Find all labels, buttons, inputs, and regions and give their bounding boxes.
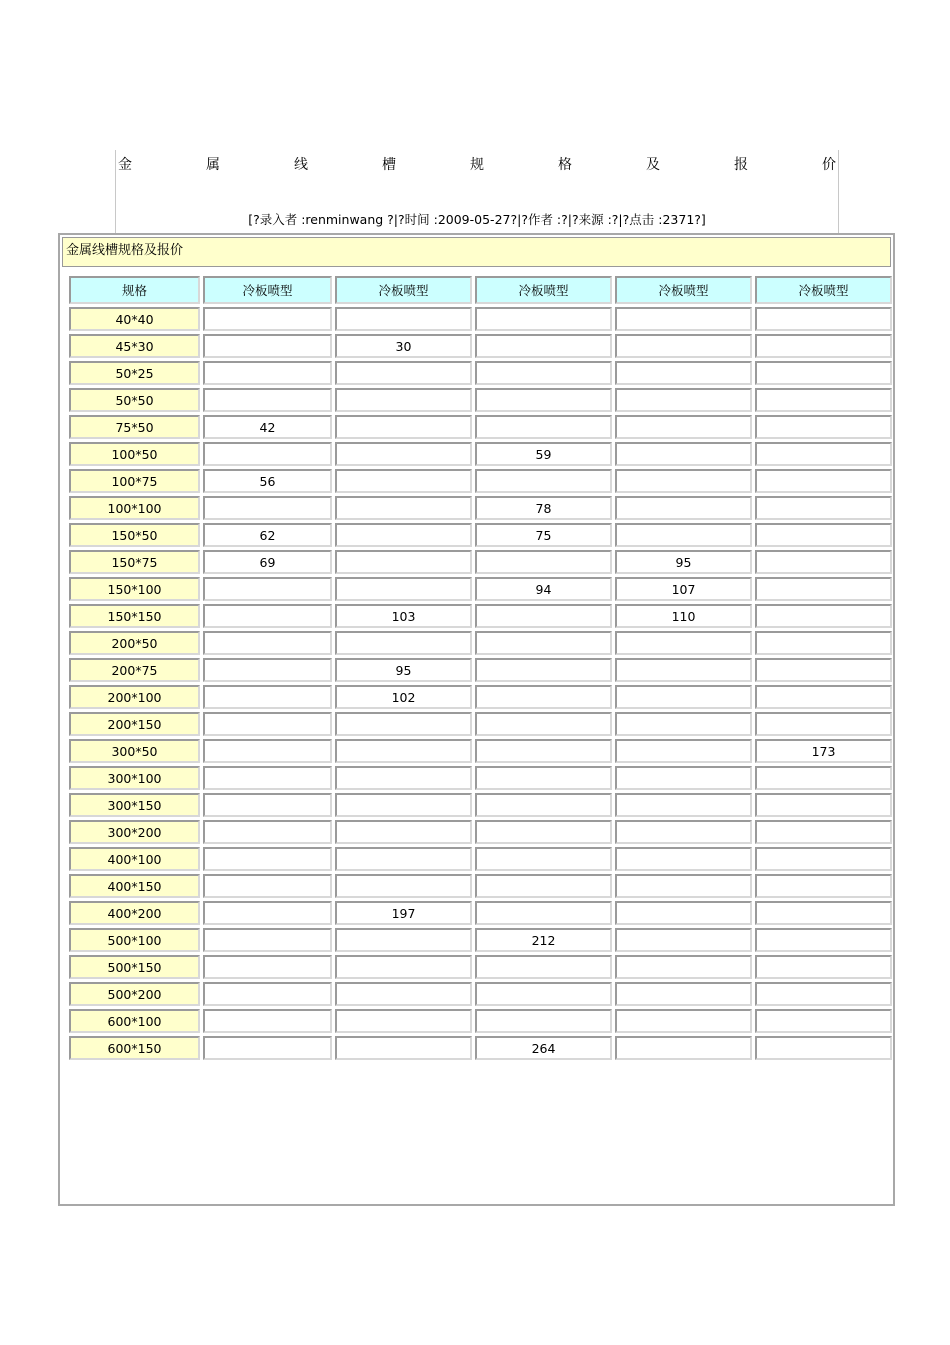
price-cell: 110	[615, 604, 752, 628]
price-cell	[615, 415, 752, 439]
price-cell	[755, 685, 892, 709]
price-cell	[203, 874, 332, 898]
price-cell: 264	[475, 1036, 612, 1060]
price-cell	[755, 982, 892, 1006]
price-cell	[475, 820, 612, 844]
spec-cell: 150*50	[69, 523, 200, 547]
spec-cell: 200*75	[69, 658, 200, 682]
title-char: 属	[206, 157, 220, 173]
price-cell	[203, 604, 332, 628]
price-cell	[755, 1009, 892, 1033]
price-cell	[475, 415, 612, 439]
spec-cell: 200*100	[69, 685, 200, 709]
price-cell	[615, 901, 752, 925]
table-row	[69, 928, 892, 952]
price-cell	[335, 469, 472, 493]
price-cell	[755, 793, 892, 817]
spec-cell: 400*200	[69, 901, 200, 925]
table-row	[69, 550, 892, 574]
price-cell: 95	[615, 550, 752, 574]
price-cell	[755, 307, 892, 331]
price-cell	[615, 1009, 752, 1033]
price-cell: 42	[203, 415, 332, 439]
title-char: 金	[118, 157, 132, 173]
price-cell: 212	[475, 928, 612, 952]
price-cell	[755, 550, 892, 574]
spec-cell: 150*100	[69, 577, 200, 601]
price-cell	[755, 847, 892, 871]
price-cell	[755, 496, 892, 520]
table-row	[69, 658, 892, 682]
price-cell	[615, 658, 752, 682]
price-cell	[615, 631, 752, 655]
price-cell	[615, 820, 752, 844]
title-char: 线	[294, 157, 308, 173]
price-cell	[335, 982, 472, 1006]
price-cell	[203, 1036, 332, 1060]
price-cell	[203, 901, 332, 925]
price-cell	[755, 1036, 892, 1060]
price-table-panel	[58, 233, 895, 1206]
spec-cell: 100*100	[69, 496, 200, 520]
price-cell	[335, 847, 472, 871]
price-cell: 56	[203, 469, 332, 493]
price-cell	[475, 604, 612, 628]
price-cell	[615, 928, 752, 952]
table-row	[69, 685, 892, 709]
price-cell	[755, 712, 892, 736]
price-cell	[475, 766, 612, 790]
price-cell	[203, 955, 332, 979]
price-cell	[203, 820, 332, 844]
price-cell	[335, 874, 472, 898]
article-title-area	[115, 150, 839, 236]
price-cell: 59	[475, 442, 612, 466]
price-cell	[475, 334, 612, 358]
price-cell	[755, 901, 892, 925]
price-cell	[335, 766, 472, 790]
price-cell: 75	[475, 523, 612, 547]
price-cell	[335, 496, 472, 520]
spec-cell: 500*200	[69, 982, 200, 1006]
table-row	[69, 793, 892, 817]
price-cell	[615, 307, 752, 331]
price-cell	[615, 793, 752, 817]
table-row	[69, 415, 892, 439]
price-cell: 103	[335, 604, 472, 628]
table-row	[69, 712, 892, 736]
panel-title: 金属线槽规格及报价	[62, 237, 891, 267]
price-cell: 102	[335, 685, 472, 709]
price-cell: 95	[335, 658, 472, 682]
price-cell	[203, 307, 332, 331]
spec-cell: 150*75	[69, 550, 200, 574]
price-cell	[475, 901, 612, 925]
price-cell: 30	[335, 334, 472, 358]
price-cell	[615, 361, 752, 385]
spec-cell: 500*100	[69, 928, 200, 952]
price-cell	[475, 847, 612, 871]
table-row	[69, 523, 892, 547]
title-char: 规	[470, 157, 484, 173]
price-cell	[615, 766, 752, 790]
price-cell	[335, 739, 472, 763]
price-cell	[615, 388, 752, 412]
spec-cell: 50*25	[69, 361, 200, 385]
spec-cell: 150*150	[69, 604, 200, 628]
table-row	[69, 469, 892, 493]
price-cell	[335, 712, 472, 736]
price-cell	[475, 739, 612, 763]
spec-cell: 200*150	[69, 712, 200, 736]
price-cell	[615, 334, 752, 358]
price-cell	[615, 523, 752, 547]
header-price-col: 冷板喷型	[615, 276, 752, 304]
table-row	[69, 388, 892, 412]
table-row	[69, 361, 892, 385]
price-cell	[615, 496, 752, 520]
price-cell	[475, 1009, 612, 1033]
table-row	[69, 631, 892, 655]
article-title	[118, 154, 836, 174]
price-cell	[203, 766, 332, 790]
price-cell	[335, 820, 472, 844]
table-row	[69, 1009, 892, 1033]
spec-cell: 40*40	[69, 307, 200, 331]
price-cell	[203, 658, 332, 682]
price-cell	[335, 550, 472, 574]
spec-cell: 400*100	[69, 847, 200, 871]
price-cell	[615, 955, 752, 979]
header-price-col: 冷板喷型	[475, 276, 612, 304]
price-cell	[755, 631, 892, 655]
price-cell	[615, 685, 752, 709]
price-cell	[475, 361, 612, 385]
table-row	[69, 307, 892, 331]
spec-cell: 100*50	[69, 442, 200, 466]
table-row	[69, 901, 892, 925]
table-row	[69, 847, 892, 871]
price-cell	[335, 307, 472, 331]
price-cell	[615, 442, 752, 466]
table-row	[69, 577, 892, 601]
table-row	[69, 874, 892, 898]
spec-cell: 600*100	[69, 1009, 200, 1033]
price-cell	[755, 361, 892, 385]
title-char: 格	[558, 157, 572, 173]
title-char: 报	[734, 157, 748, 173]
price-cell	[755, 658, 892, 682]
price-cell	[755, 442, 892, 466]
price-cell	[475, 550, 612, 574]
spec-cell: 300*150	[69, 793, 200, 817]
header-row	[69, 276, 892, 304]
price-cell	[615, 982, 752, 1006]
price-cell	[615, 469, 752, 493]
price-cell	[755, 955, 892, 979]
spec-cell: 500*150	[69, 955, 200, 979]
price-cell	[755, 604, 892, 628]
table-row	[69, 496, 892, 520]
price-cell	[335, 1009, 472, 1033]
price-cell	[615, 847, 752, 871]
price-cell	[203, 388, 332, 412]
price-cell	[335, 955, 472, 979]
price-cell	[755, 415, 892, 439]
price-cell	[335, 523, 472, 547]
price-cell: 94	[475, 577, 612, 601]
table-row	[69, 739, 892, 763]
table-row	[69, 820, 892, 844]
price-cell: 69	[203, 550, 332, 574]
header-price-col: 冷板喷型	[755, 276, 892, 304]
spec-cell: 600*150	[69, 1036, 200, 1060]
header-spec: 规格	[69, 276, 200, 304]
title-char: 价	[822, 157, 836, 173]
price-cell: 173	[755, 739, 892, 763]
price-cell	[615, 874, 752, 898]
price-cell	[755, 388, 892, 412]
price-cell	[615, 1036, 752, 1060]
price-cell	[475, 982, 612, 1006]
spec-cell: 45*30	[69, 334, 200, 358]
table-body	[69, 307, 892, 1060]
price-cell	[203, 712, 332, 736]
price-cell	[755, 820, 892, 844]
price-cell	[755, 523, 892, 547]
table-row	[69, 982, 892, 1006]
price-cell	[203, 982, 332, 1006]
price-cell	[335, 631, 472, 655]
price-cell	[203, 496, 332, 520]
price-cell	[755, 928, 892, 952]
spec-cell: 400*150	[69, 874, 200, 898]
price-cell	[335, 577, 472, 601]
price-cell	[203, 1009, 332, 1033]
price-cell	[335, 415, 472, 439]
price-cell	[475, 307, 612, 331]
table-row	[69, 1036, 892, 1060]
header-price-col: 冷板喷型	[335, 276, 472, 304]
price-cell	[475, 469, 612, 493]
spec-cell: 200*50	[69, 631, 200, 655]
price-cell	[203, 334, 332, 358]
price-cell: 197	[335, 901, 472, 925]
price-cell	[475, 874, 612, 898]
price-cell	[335, 361, 472, 385]
spec-cell: 300*100	[69, 766, 200, 790]
article-meta-line: [?录入者 :renminwang ?|?时间 :2009-05-27?|?作者 :?|?来源 :?|?点击 :2371?]	[248, 212, 706, 227]
table-row	[69, 955, 892, 979]
table-row	[69, 442, 892, 466]
price-cell	[335, 442, 472, 466]
price-cell	[475, 793, 612, 817]
table-row	[69, 334, 892, 358]
price-cell	[335, 1036, 472, 1060]
price-cell	[203, 847, 332, 871]
title-char: 及	[646, 157, 660, 173]
price-cell	[755, 766, 892, 790]
price-cell	[335, 793, 472, 817]
price-cell	[475, 658, 612, 682]
title-char: 槽	[382, 157, 396, 173]
price-cell	[475, 631, 612, 655]
price-cell	[203, 577, 332, 601]
header-price-col: 冷板喷型	[203, 276, 332, 304]
price-cell	[475, 388, 612, 412]
price-cell	[203, 685, 332, 709]
spec-cell: 100*75	[69, 469, 200, 493]
price-cell: 107	[615, 577, 752, 601]
price-cell	[475, 955, 612, 979]
price-cell	[203, 739, 332, 763]
price-cell	[615, 739, 752, 763]
table-row	[69, 604, 892, 628]
price-cell	[475, 712, 612, 736]
price-cell: 62	[203, 523, 332, 547]
price-cell	[203, 442, 332, 466]
price-cell	[615, 712, 752, 736]
price-cell	[755, 469, 892, 493]
price-table	[66, 273, 895, 1063]
price-cell	[203, 793, 332, 817]
price-cell	[203, 361, 332, 385]
price-cell	[755, 334, 892, 358]
price-cell	[755, 874, 892, 898]
price-cell	[755, 577, 892, 601]
price-cell	[475, 685, 612, 709]
price-cell	[335, 928, 472, 952]
spec-cell: 300*50	[69, 739, 200, 763]
spec-cell: 50*50	[69, 388, 200, 412]
price-cell: 78	[475, 496, 612, 520]
price-cell	[203, 631, 332, 655]
table-row	[69, 766, 892, 790]
spec-cell: 75*50	[69, 415, 200, 439]
spec-cell: 300*200	[69, 820, 200, 844]
price-cell	[203, 928, 332, 952]
price-cell	[335, 388, 472, 412]
